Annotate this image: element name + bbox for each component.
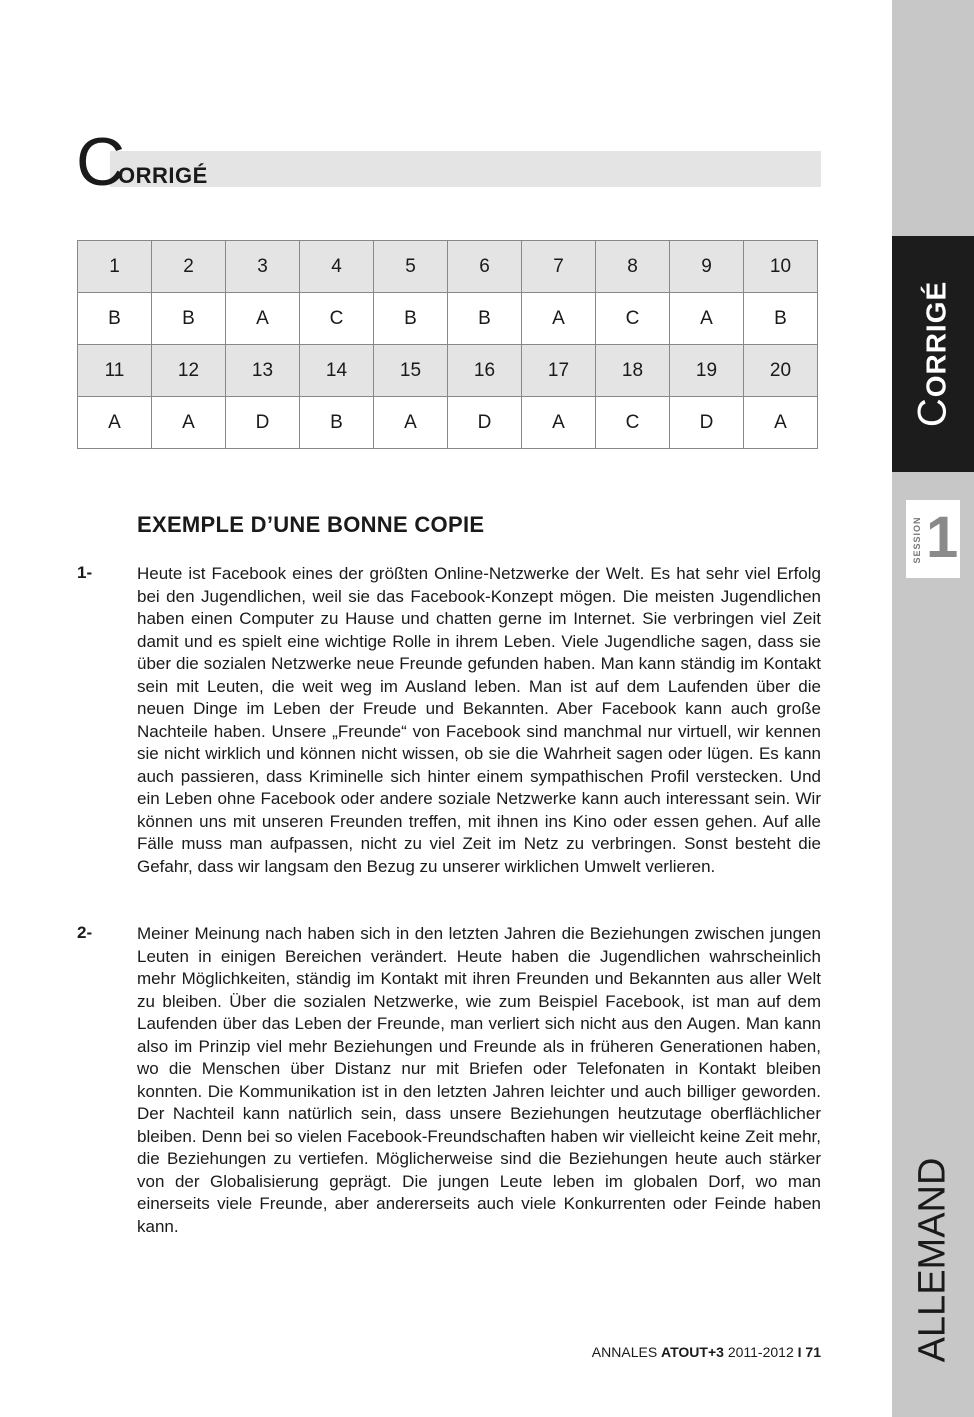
answer-cell: A [78, 397, 152, 449]
heading-bar [110, 151, 821, 187]
question-number-cell: 10 [744, 241, 818, 293]
table-row [78, 241, 818, 293]
question-number-cell: 20 [744, 345, 818, 397]
question-number-cell: 11 [78, 345, 152, 397]
answer-cell: B [152, 293, 226, 345]
heading-initial: C [76, 124, 126, 200]
question-number-cell: 9 [670, 241, 744, 293]
answer-cell: D [670, 397, 744, 449]
question-number-cell: 6 [448, 241, 522, 293]
item-number: 2- [77, 923, 93, 942]
question-number-cell: 7 [522, 241, 596, 293]
answer-cell: A [226, 293, 300, 345]
answer-cell: B [300, 397, 374, 449]
side-section-tab [892, 236, 974, 472]
footer-brand: ATOUT+3 [661, 1344, 724, 1360]
answer-cell: D [226, 397, 300, 449]
subject-label: ALLEMAND [911, 1157, 954, 1363]
answer-cell: A [522, 293, 596, 345]
question-number-cell: 1 [78, 241, 152, 293]
heading-text: ORRIGÉ [118, 163, 208, 188]
session-number: 1 [926, 505, 959, 570]
footer-years: 2011-2012 [727, 1344, 794, 1360]
item-text: Meiner Meinung nach haben sich in den letzten Jahren die Beziehungen zwischen jungen Leuten in einigen Bereichen verändert. Heute haben die Jugendlichen wahrscheinlich mehr Möglichkeiten, ständig im Kontakt mit ihren Freunden und Bekannten aus aller Welt zu bleiben. Über die sozialen Netzwerke, wie zum Beispiel Facebook, ist man auf dem Laufenden über das Leben der Freunde, man verliert sich nicht aus den Augen. Man kann also im Prinzip viel mehr Beziehungen und Freunde als in früheren Generationen haben, wo die Menschen über Distanz nur mit Briefen oder Telefonaten in Kontakt bleiben konnten. Die Kommunikation ist in den letzten Jahren leichter und auch billiger geworden. Der Nachteil kann natürlich sein, dass unsere Beziehungen heutzutage oberflächlicher bleiben. Denn bei so vielen Facebook-Freundschaften haben wir vielleicht keine Zeit mehr, die Beziehungen zu vertiefen. Möglicherweise sind die Beziehungen heute auch stärker von der Globalisierung geprägt. Die jungen Leute leben im globalen Dorf, wo man einerseits viele Freunde, aber andererseits auch viele Konkurrenten oder Feinde haben kann. [137, 924, 821, 1236]
session-label: SESSION [912, 516, 922, 564]
answer-cell: A [522, 397, 596, 449]
question-number-cell: 16 [448, 345, 522, 397]
footer-separator: I [797, 1344, 802, 1360]
answer-cell: C [596, 293, 670, 345]
answer-cell: A [670, 293, 744, 345]
question-number-cell: 5 [374, 241, 448, 293]
answer-cell: C [300, 293, 374, 345]
question-number-cell: 17 [522, 345, 596, 397]
item-text: Heute ist Facebook eines der größten Online-Netzwerke der Welt. Es hat sehr viel Erfolg bei den Jugendlichen, weil sie das Facebook-Konzept mögen. Die meisten Jugendlichen haben einen Computer zu Hause und chatten gerne im Internet. Sie verbringen viel Zeit damit und es spielt eine wichtige Rolle in ihrem Leben. Viele Jugendliche sagen, dass sie über die sozialen Netzwerke neue Freunde gefunden haben. Man kann ständig im Kontakt sein mit Leuten, die weit weg im Ausland leben. Man ist auf dem Laufenden über die neuen Dinge im Leben der Freude und Bekannten. Aber Facebook kann auch große Nachteile haben. Unsere „Freunde“ von Facebook sind manchmal nur virtuell, wir kennen sie nicht wirklich und können nicht wissen, ob sie die Wahrheit sagen oder lügen. Es kann auch passieren, dass Kriminelle sich hinter einem sympathischen Profil verstecken. Und ein Leben ohne Facebook oder andere soziale Netzwerke kann auch interessant sein. Wir können uns mit unseren Freunden treffen, mit ihnen ins Kino oder essen gehen. Auf alle Fälle muss man aufpassen, nicht zu viel Zeit im Netz zu verbringen. Sonst besteht die Gefahr, dass wir langsam den Bezug zu unserer wirklichen Umwelt verlieren. [137, 564, 821, 876]
answer-cell: A [744, 397, 818, 449]
answer-cell: C [596, 397, 670, 449]
question-number-cell: 8 [596, 241, 670, 293]
answer-cell: B [744, 293, 818, 345]
answer-cell: B [78, 293, 152, 345]
table-row [78, 293, 818, 345]
question-number-cell: 3 [226, 241, 300, 293]
answer-cell: A [374, 397, 448, 449]
question-number-cell: 13 [226, 345, 300, 397]
page-number: 71 [805, 1344, 821, 1360]
table-row [78, 397, 818, 449]
answer-cell: D [448, 397, 522, 449]
question-number-cell: 4 [300, 241, 374, 293]
question-number-cell: 15 [374, 345, 448, 397]
side-section-label: CORRIGÉ [910, 280, 955, 428]
question-number-cell: 2 [152, 241, 226, 293]
section-title: EXEMPLE D’UNE BONNE COPIE [137, 512, 485, 537]
table-row [78, 345, 818, 397]
session-badge [906, 500, 960, 578]
footer-prefix: ANNALES [591, 1344, 658, 1360]
question-number-cell: 14 [300, 345, 374, 397]
question-number-cell: 12 [152, 345, 226, 397]
answer-table [77, 240, 818, 449]
item-number: 1- [77, 563, 93, 582]
question-number-cell: 18 [596, 345, 670, 397]
question-number-cell: 19 [670, 345, 744, 397]
answer-cell: B [448, 293, 522, 345]
page-footer [592, 1344, 821, 1360]
answer-cell: A [152, 397, 226, 449]
answer-cell: B [374, 293, 448, 345]
